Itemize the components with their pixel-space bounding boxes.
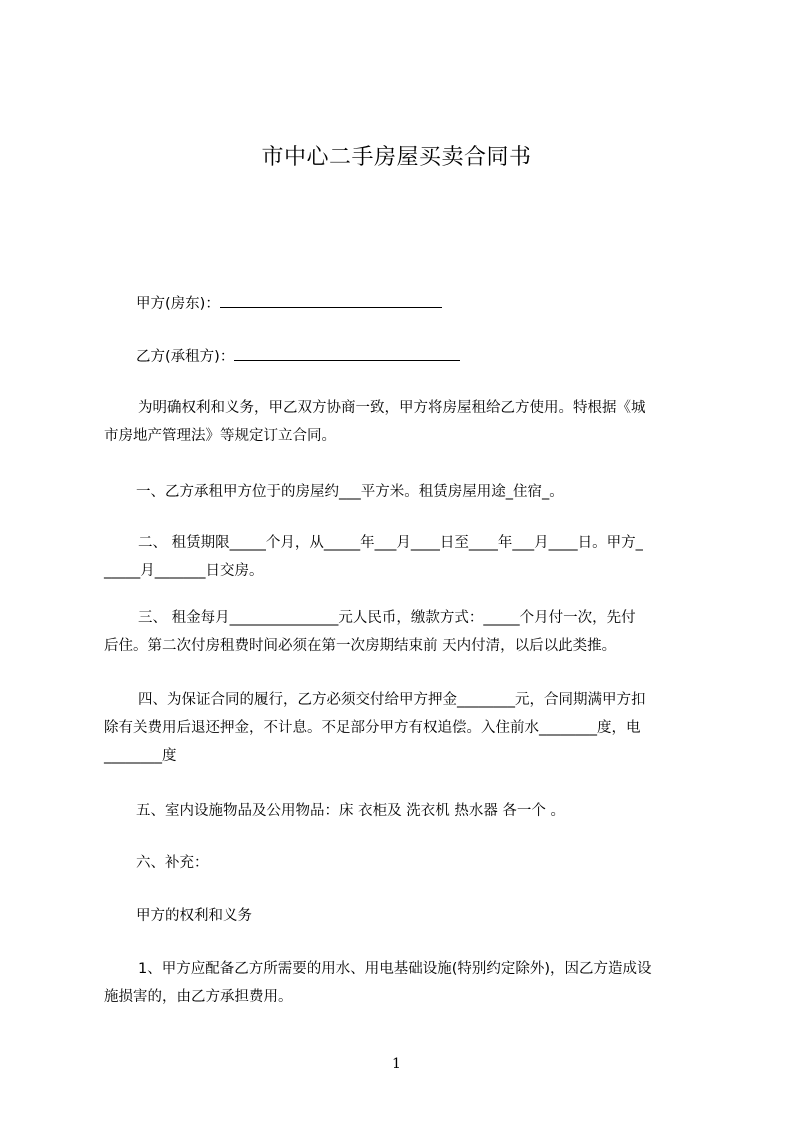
intro-paragraph xyxy=(104,394,704,450)
item-1-line-1: 1、甲方应配备乙方所需要的用水、用电基础设施(特别约定除外)，因乙方造成设 xyxy=(138,961,652,977)
item-1-line-2: 施损害的，由乙方承担费用。 xyxy=(104,989,293,1005)
document-title: 市中心二手房屋买卖合同书 xyxy=(261,145,532,170)
clause-3 xyxy=(104,604,704,660)
section-heading-party-a: 甲方的权利和义务 xyxy=(136,908,252,924)
clause-3-line-1: 三、 租金每月_______________元人民币，缴款方式：_____个月付一次，先付 xyxy=(138,610,636,626)
party-a-label: 甲方(房东)： xyxy=(136,296,220,312)
intro-line-2: 市房地产管理法》等规定订立合同。 xyxy=(104,428,336,444)
clause-6: 六、补充： xyxy=(136,855,209,871)
intro-line-1: 为明确权利和义务，甲乙双方协商一致，甲方将房屋租给乙方使用。特根据《城 xyxy=(138,400,646,416)
clause-4 xyxy=(104,686,704,770)
clause-2 xyxy=(104,529,704,585)
clause-4-line-1: 四、为保证合同的履行，乙方必须交付给甲方押金________元，合同期满甲方扣 xyxy=(138,692,646,708)
party-b-label: 乙方(承租方)： xyxy=(136,349,235,365)
party-a-line xyxy=(136,292,442,313)
clause-1: 一、乙方承租甲方位于的房屋约___平方米。租赁房屋用途_住宿_。 xyxy=(136,484,564,500)
clause-4-line-3: ________度 xyxy=(104,748,177,764)
party-b-blank xyxy=(234,348,460,361)
party-a-blank xyxy=(220,295,442,308)
clause-3-line-2: 后住。第二次付房租费时间必须在第一次房期结束前 天内付清，以后以此类推。 xyxy=(104,638,617,654)
item-1 xyxy=(104,955,704,1011)
clause-2-line-2: _____月_______日交房。 xyxy=(104,563,264,579)
clause-2-line-1: 二、 租赁期限_____个月，从_____年___月____日至____年___月____日。甲方_ xyxy=(138,535,643,551)
party-b-line xyxy=(136,345,460,366)
page-number: 1 xyxy=(392,1056,401,1072)
clause-5: 五、室内设施物品及公用物品：床 衣柜及 洗衣机 热水器 各一个 。 xyxy=(136,803,566,819)
clause-4-line-2: 除有关费用后退还押金，不计息。不足部分甲方有权追偿。入住前水________度，电 xyxy=(104,720,641,736)
